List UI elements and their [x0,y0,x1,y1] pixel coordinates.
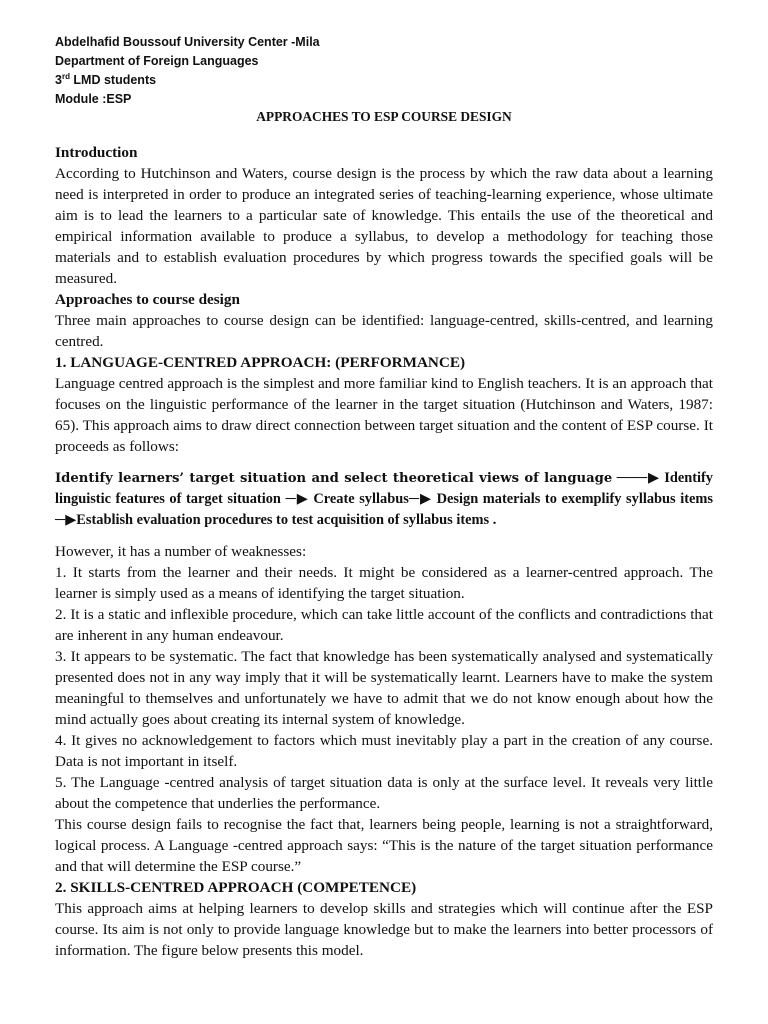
language-centred-paragraph: Language centred approach is the simplest and more familiar kind to English teachers. It is an approach that focuses on the linguistic performance of the learner in the target situation (Hutchinson and Waters, 1987: 65). This approach aims to draw direct connection between target situation and the content of ESP course. It proceeds as follows: [55,375,713,455]
intro-paragraph: According to Hutchinson and Waters, course design is the process by which the raw data about a learning need is interpreted in order to produce an integrated series of teaching-learning experience, whose ultimate aim is to lead the learners to a particular sate of knowledge. This entails the use of the theoretical and empirical information available to produce a syllabus, to develop a methodology for teaching those materials and to establish evaluation procedures by which progress towards the specified goals will be measured. [55,165,713,287]
approaches-paragraph: Three main approaches to course design can be identified: language-centred, skills-centred, and learning centred. [55,312,713,350]
intro-heading: Introduction [55,144,138,161]
weakness-item: 3. It appears to be systematic. The fact that knowledge has been systematically analysed and systematically presented does not in any way imply that it will be systematically learnt. Learners have to make the system meaningful to themselves and unfortunately we have to admit that we do not know enough about how the mind actually goes about creating its internal system of knowledge. [55,648,713,728]
weakness-item: 2. It is a static and inflexible procedure, which can take little account of the conflicts and contradictions that are inherent in any human endeavour. [55,606,713,644]
flow-step-4: Design materials to exemplify syllabus items [436,491,713,507]
page-title: APPROACHES TO ESP COURSE DESIGN [256,109,512,124]
skills-centred-heading: 2. SKILLS-CENTRED APPROACH (COMPETENCE) [55,879,417,896]
flow-step-2: Identify linguistic features of target situation [55,470,713,507]
approaches-heading: Approaches to course design [55,291,240,308]
weakness-item: 5. The Language -centred analysis of target situation data is only at the surface level. It reveals very little about the competence that underlies the performance. [55,774,713,812]
weakness-item: 4. It gives no acknowledgement to factors which must inevitably play a part in the creation of any course. Data is not important in itself. [55,732,713,770]
weakness-item: 1. It starts from the learner and their needs. It might be considered as a learner-centred approach. The learner is simply used as a means of identifying the target situation. [55,564,713,602]
weaknesses-intro: However, it has a number of weaknesses: [55,543,307,560]
document-header [55,33,715,109]
flow-step-1: Identify learners’ target situation and select theoretical views of language [55,471,613,486]
flow-step-5: Establish evaluation procedures to test acquisition of syllabus items . [76,512,497,528]
student-level: 3rd LMD students [55,71,157,87]
institution-name: Abdelhafid Boussouf University Center -Mila [55,35,320,49]
language-centred-conclusion: This course design fails to recognise the fact that, learners being people, learning is not a straightforward, logical process. A Language -centred approach says: “This is the nature of the target situation performance and that will determine the ESP course.” [55,816,713,875]
process-flow [55,468,713,531]
module-name: Module :ESP [55,92,132,106]
skills-centred-paragraph: This approach aims at helping learners to develop skills and strategies which will continue after the ESP course. Its aim is not only to provide language knowledge but to make the learners into better processors of information. The figure below presents this model. [55,900,713,959]
arrow-icon: ───▶ [612,470,665,486]
arrow-icon: ─▶ [55,512,77,528]
language-centred-heading: 1. LANGUAGE-CENTRED APPROACH: (PERFORMANCE) [55,354,466,371]
arrow-icon: ─▶ [280,491,314,507]
flow-step-3: Create syllabus [313,491,409,507]
arrow-icon: ─▶ [408,491,437,507]
document-body [55,142,713,961]
department-name: Department of Foreign Languages [55,54,259,68]
